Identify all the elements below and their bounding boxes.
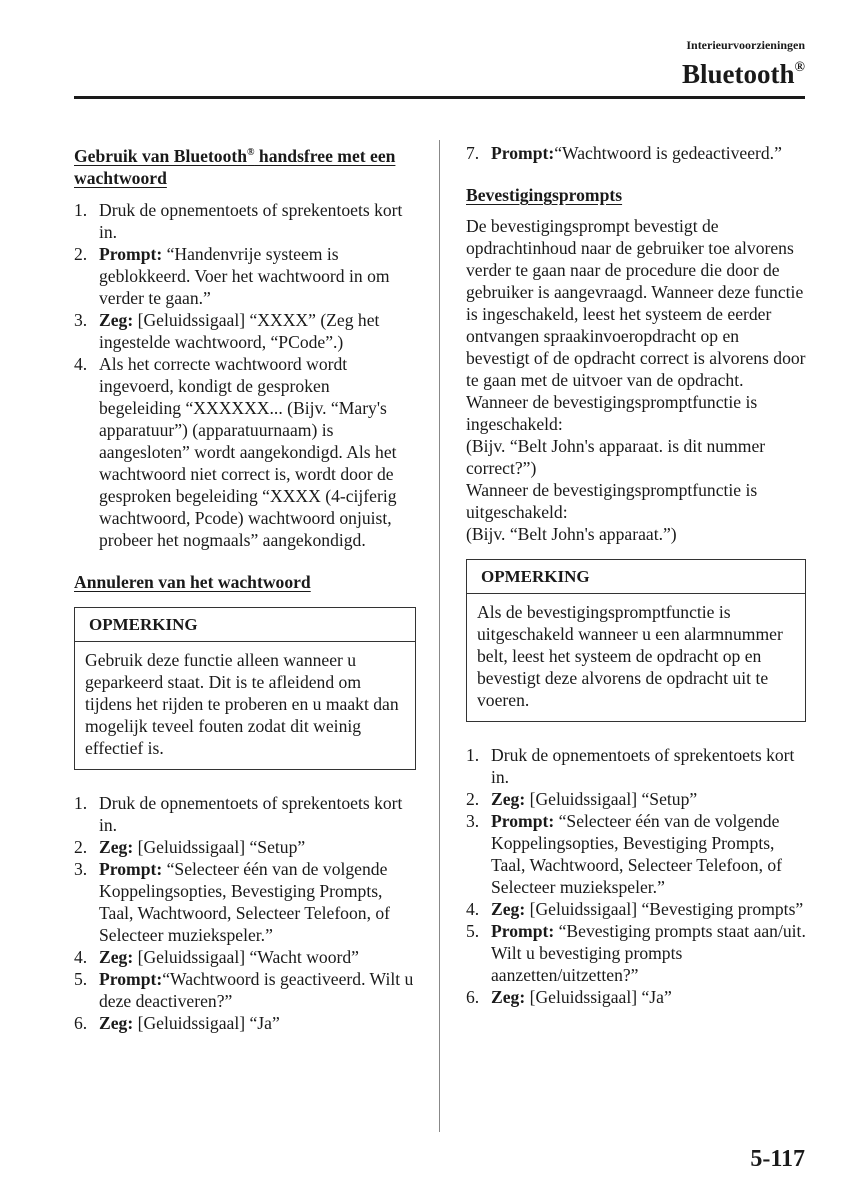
list-item xyxy=(74,858,416,946)
step-text xyxy=(491,986,806,1008)
step-body: [Geluidssigaal] “Ja” xyxy=(525,987,672,1007)
list-item xyxy=(74,309,416,353)
list-item xyxy=(74,243,416,309)
step-keyword: Prompt: xyxy=(491,143,555,163)
step-text xyxy=(491,142,806,164)
step-keyword: Prompt: xyxy=(99,243,163,264)
step-number: 6. xyxy=(466,987,480,1007)
cancel-steps-list xyxy=(74,792,416,1034)
left-column xyxy=(74,142,416,1034)
step-text xyxy=(491,744,806,788)
paragraph: Wanneer de bevestigingspromptfunctie is uitgeschakeld: xyxy=(466,480,758,522)
step-body: Druk de opnementoets of sprekentoets kort in. xyxy=(99,792,403,835)
list-item xyxy=(74,946,416,968)
right-column xyxy=(466,142,806,1008)
step-body: [Geluidssigaal] “Setup” xyxy=(133,836,306,857)
list-item xyxy=(74,836,416,858)
paragraph: De bevestigingsprompt bevestigt de opdrachtinhoud naar de gebruiker toe alvorens verder te gaan naar de procedure die door de gebruiker is aangevraagd. Wanneer deze functie is ingeschakeld, leest het systeem de eerder ontvangen spraakinvoeropdracht op en bevestigt of de opdracht correct is alvorens door te gaan met de uitvoer van de opdracht. xyxy=(466,216,806,390)
step-number: 3. xyxy=(466,811,480,831)
note-body: Als de bevestigingspromptfunctie is uitgeschakeld wanneer u een alarmnummer belt, leest het systeem de opdracht op en bevestigt deze alvorens de opdracht uit te voeren. xyxy=(477,602,783,710)
step-number: 5. xyxy=(74,968,88,989)
step-body: “Handenvrije systeem is geblokkeerd. Voer het wachtwoord in om verder te gaan.” xyxy=(99,243,390,308)
note-box xyxy=(74,607,416,770)
step-number: 2. xyxy=(466,789,480,809)
step-text xyxy=(99,968,416,1012)
step-body: [Geluidssigaal] “Setup” xyxy=(525,789,698,809)
heading-cancel-password: Annuleren van het wachtwoord xyxy=(74,571,311,592)
list-item xyxy=(74,353,416,551)
step-number: 6. xyxy=(74,1012,88,1033)
step-number: 1. xyxy=(74,199,88,220)
step-body: [Geluidssigaal] “Bevestiging prompts” xyxy=(525,899,804,919)
step-number: 3. xyxy=(74,858,88,879)
list-item xyxy=(74,199,416,243)
step-body: “Bevestiging prompts staat aan/uit. Wilt u bevestiging prompts aanzetten/uitzetten?” xyxy=(491,921,806,985)
note-box xyxy=(466,559,806,722)
step-text xyxy=(491,920,806,986)
step-number: 1. xyxy=(466,745,480,765)
step-text xyxy=(99,836,416,858)
step-text xyxy=(99,199,416,243)
step-body: Druk de opnementoets of sprekentoets kort in. xyxy=(491,745,795,787)
step-number: 1. xyxy=(74,792,88,813)
note-title: OPMERKING xyxy=(75,608,415,642)
step-keyword: Zeg: xyxy=(99,309,134,330)
step-text xyxy=(99,243,416,309)
list-item xyxy=(466,788,806,810)
list-item xyxy=(466,142,806,164)
step-keyword: Zeg: xyxy=(99,1012,134,1033)
step-text xyxy=(99,946,416,968)
list-item xyxy=(466,810,806,898)
column-divider xyxy=(439,140,440,1132)
heading-part-after: handsfree met een wachtwoord xyxy=(74,145,396,188)
step-number: 7. xyxy=(466,143,480,163)
step-number: 4. xyxy=(74,353,88,374)
step-keyword: Zeg: xyxy=(491,789,526,809)
step-text xyxy=(491,898,806,920)
heading-confirmation-prompts: Bevestigingsprompts xyxy=(466,185,623,205)
step-body: [Geluidssigaal] “XXXX” (Zeg het ingestelde wachtwoord, “PCode”.) xyxy=(99,309,380,352)
list-item xyxy=(466,898,806,920)
step-number: 2. xyxy=(74,243,88,264)
password-steps-continued xyxy=(466,142,806,164)
step-body: [Geluidssigaal] “Ja” xyxy=(133,1012,280,1033)
step-keyword: Prompt: xyxy=(491,921,555,941)
note-body: Gebruik deze functie alleen wanneer u geparkeerd staat. Dit is te afleidend om tijdens het rijden te proberen en u maakt dan mogelijk teveel fouten zodat dit weinig effectief is. xyxy=(85,649,399,758)
heading-bluetooth-password xyxy=(74,142,416,189)
step-number: 3. xyxy=(74,309,88,330)
list-item xyxy=(74,968,416,1012)
step-keyword: Zeg: xyxy=(491,987,526,1007)
step-number: 2. xyxy=(74,836,88,857)
step-keyword: Zeg: xyxy=(99,946,134,967)
step-keyword: Prompt: xyxy=(99,968,163,989)
page-number: 5-117 xyxy=(750,1146,805,1172)
page-title-text: Bluetooth xyxy=(682,59,795,89)
step-text xyxy=(491,788,806,810)
list-item xyxy=(74,1012,416,1034)
list-item xyxy=(466,920,806,986)
confirmation-steps-list xyxy=(466,744,806,1008)
step-text xyxy=(99,858,416,946)
step-text xyxy=(99,309,416,353)
step-body: “Selecteer één van de volgende Koppelingsopties, Bevestiging Prompts, Taal, Wachtwoord, Selecteer Telefoon, of Selecteer muziekspeler.” xyxy=(99,858,391,945)
section-label: Interieurvoorzieningen xyxy=(686,38,805,52)
step-text xyxy=(99,1012,416,1034)
paragraph: (Bijv. “Belt John's apparaat. is dit nummer correct?”) xyxy=(466,436,766,478)
step-body: Als het correcte wachtwoord wordt ingevoerd, kondigt de gesproken begeleiding “XXXXXX... (Bijv. “Mary's apparatuur”) (apparatuurnaam) is aangesloten” wordt aangekondigd. Als het wachtwoord niet correct is, wordt door de gesproken begeleiding “XXXX (4-cijferig wachtwoord, Pcode) wachtwoord onjuist, probeer het nogmaals” aangekondigd. xyxy=(99,353,397,550)
step-number: 4. xyxy=(466,899,480,919)
heading-part-before: Gebruik van Bluetooth xyxy=(74,145,248,166)
step-body: [Geluidssigaal] “Wacht woord” xyxy=(133,946,359,967)
step-body: “Wachtwoord is geactiveerd. Wilt u deze deactiveren?” xyxy=(99,968,414,1011)
step-number: 4. xyxy=(74,946,88,967)
list-item xyxy=(74,792,416,836)
registered-mark: ® xyxy=(794,60,805,75)
paragraph: (Bijv. “Belt John's apparaat.”) xyxy=(466,524,677,544)
step-body: “Wachtwoord is gedeactiveerd.” xyxy=(554,143,782,163)
step-text xyxy=(491,810,806,898)
step-text xyxy=(99,792,416,836)
step-keyword: Zeg: xyxy=(99,836,134,857)
step-keyword: Prompt: xyxy=(491,811,555,831)
header-rule xyxy=(74,96,805,99)
note-title: OPMERKING xyxy=(467,560,805,594)
step-keyword: Prompt: xyxy=(99,858,163,879)
step-text xyxy=(99,353,416,551)
step-body: Druk de opnementoets of sprekentoets kort in. xyxy=(99,199,403,242)
paragraph: Wanneer de bevestigingspromptfunctie is ingeschakeld: xyxy=(466,392,758,434)
list-item xyxy=(466,986,806,1008)
step-body: “Selecteer één van de volgende Koppelingsopties, Bevestiging Prompts, Taal, Wachtwoord, Selecteer Telefoon, of Selecteer muziekspeler.” xyxy=(491,811,783,897)
page-title xyxy=(682,54,805,90)
list-item xyxy=(466,744,806,788)
step-number: 5. xyxy=(466,921,480,941)
heading-registered-mark: ® xyxy=(247,147,255,158)
password-steps-list xyxy=(74,199,416,551)
step-keyword: Zeg: xyxy=(491,899,526,919)
